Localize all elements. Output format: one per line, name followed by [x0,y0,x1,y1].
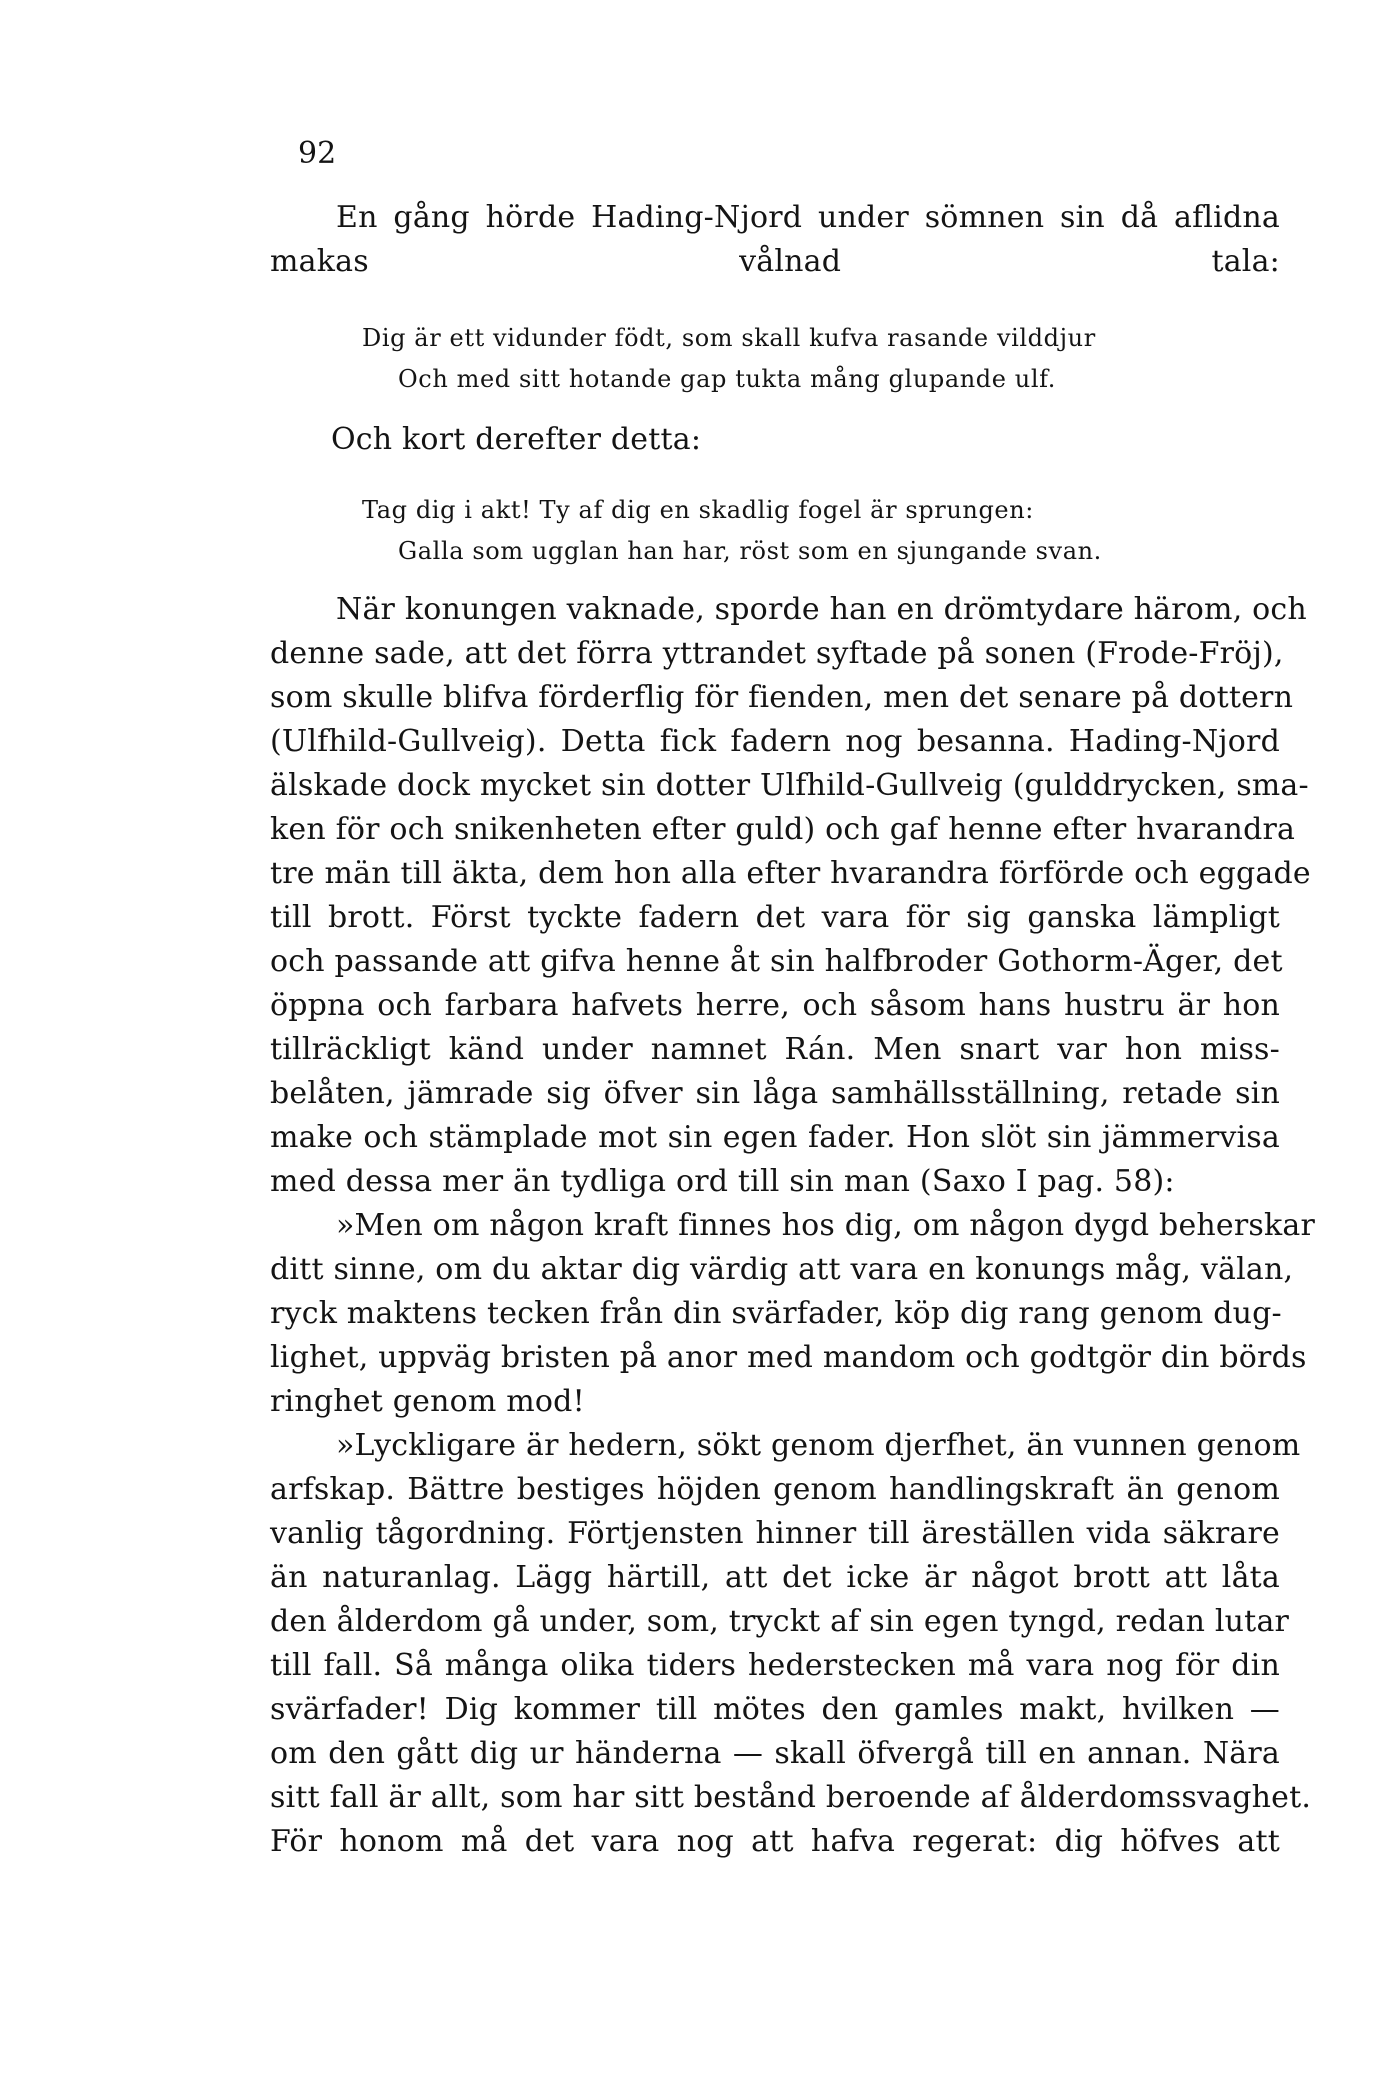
paragraph-line: den ålderdom gå under, som, tryckt af sin egen tyngd, redan lutar [270,1604,1290,1639]
paragraph-line: tre män till äkta, dem hon alla efter hvarandra förförde och eggade [270,856,1311,891]
intro-paragraph [270,196,1280,284]
paragraph-line: make och stämplade mot sin egen fader. Hon slöt sin jämmervisa [270,1120,1280,1155]
verse-line: Galla som ugglan han har, röst som en sjungande svan. [398,537,1102,565]
paragraph-line: till fall. Så många olika tiders hederstecken må vara nog för din [270,1648,1280,1683]
paragraph-line: sitt fall är allt, som har sitt bestånd beroende af ålderdomssvaghet. [270,1780,1312,1815]
paragraph-line: som skulle blifva förderflig för fienden, men det senare på dottern [270,680,1294,715]
paragraph-line: ryck maktens tecken från din svärfader, köp dig rang genom dug- [270,1296,1282,1331]
paragraph-line: ringhet genom mod! [270,1384,585,1419]
transition-line: Och kort derefter detta: [331,422,702,457]
paragraph-line: (Ulfhild-Gullveig). Detta fick fadern nog besanna. Hading-Njord [270,724,1280,759]
paragraph-line: vanlig tågordning. Förtjensten hinner till äreställen vida säkrare [270,1516,1280,1551]
paragraph-line: denne sade, att det förra yttrandet syftade på sonen (Frode-Fröj), [270,636,1284,671]
paragraph-line: till brott. Först tyckte fadern det vara för sig ganska lämpligt [270,900,1280,935]
paragraph-line: än naturanlag. Lägg härtill, att det icke är något brott att låta [270,1560,1280,1595]
paragraph-line: älskade dock mycket sin dotter Ulfhild-Gullveig (gulddrycken, sma- [270,768,1309,803]
paragraph-line: ken för och snikenheten efter guld) och gaf henne efter hvarandra [270,812,1296,847]
paragraph-line: När konungen vaknade, sporde han en drömtydare härom, och [336,592,1307,627]
paragraph-line: belåten, jämrade sig öfver sin låga samhällsställning, retade sin [270,1076,1280,1111]
paragraph-line: arfskap. Bättre bestiges höjden genom handlingskraft än genom [270,1472,1280,1507]
verse-line: Tag dig i akt! Ty af dig en skadlig fogel är sprungen: [362,496,1034,524]
paragraph-line: med dessa mer än tydliga ord till sin man (Saxo I pag. 58): [270,1164,1175,1199]
paragraph-line: »Men om någon kraft finnes hos dig, om någon dygd beherskar [336,1208,1316,1243]
page-number: 92 [298,136,337,171]
paragraph-line: tillräckligt känd under namnet Rán. Men snart var hon miss- [270,1032,1280,1067]
paragraph-line: svärfader! Dig kommer till mötes den gamles makt, hvilken — [270,1692,1280,1727]
paragraph-2 [270,1204,1316,1424]
paragraph-line: »Lyckligare är hedern, sökt genom djerfhet, än vunnen genom [336,1428,1301,1463]
intro-line: En gång hörde Hading-Njord under sömnen sin då aflidna [336,200,1280,235]
paragraph-3 [270,1424,1312,1864]
intro-line: makas vålnad tala: [270,244,1280,279]
verse-line: Och med sitt hotande gap tukta mång glupande ulf. [398,365,1056,393]
paragraph-line: och passande att gifva henne åt sin halfbroder Gothorm-Äger, det [270,944,1283,979]
paragraph-line: ditt sinne, om du aktar dig värdig att vara en konungs måg, välan, [270,1252,1294,1287]
paragraph-1 [270,588,1311,1204]
paragraph-line: För honom må det vara nog att hafva regerat: dig höfves att [270,1824,1280,1859]
verse-quote-2 [362,490,1102,572]
verse-line: Dig är ett vidunder födt, som skall kufva rasande vilddjur [362,324,1096,352]
verse-quote-1 [362,318,1096,400]
paragraph-line: öppna och farbara hafvets herre, och såsom hans hustru är hon [270,988,1280,1023]
paragraph-line: om den gått dig ur händerna — skall öfvergå till en annan. Nära [270,1736,1280,1771]
paragraph-line: lighet, uppväg bristen på anor med mandom och godtgör din börds [270,1340,1307,1375]
